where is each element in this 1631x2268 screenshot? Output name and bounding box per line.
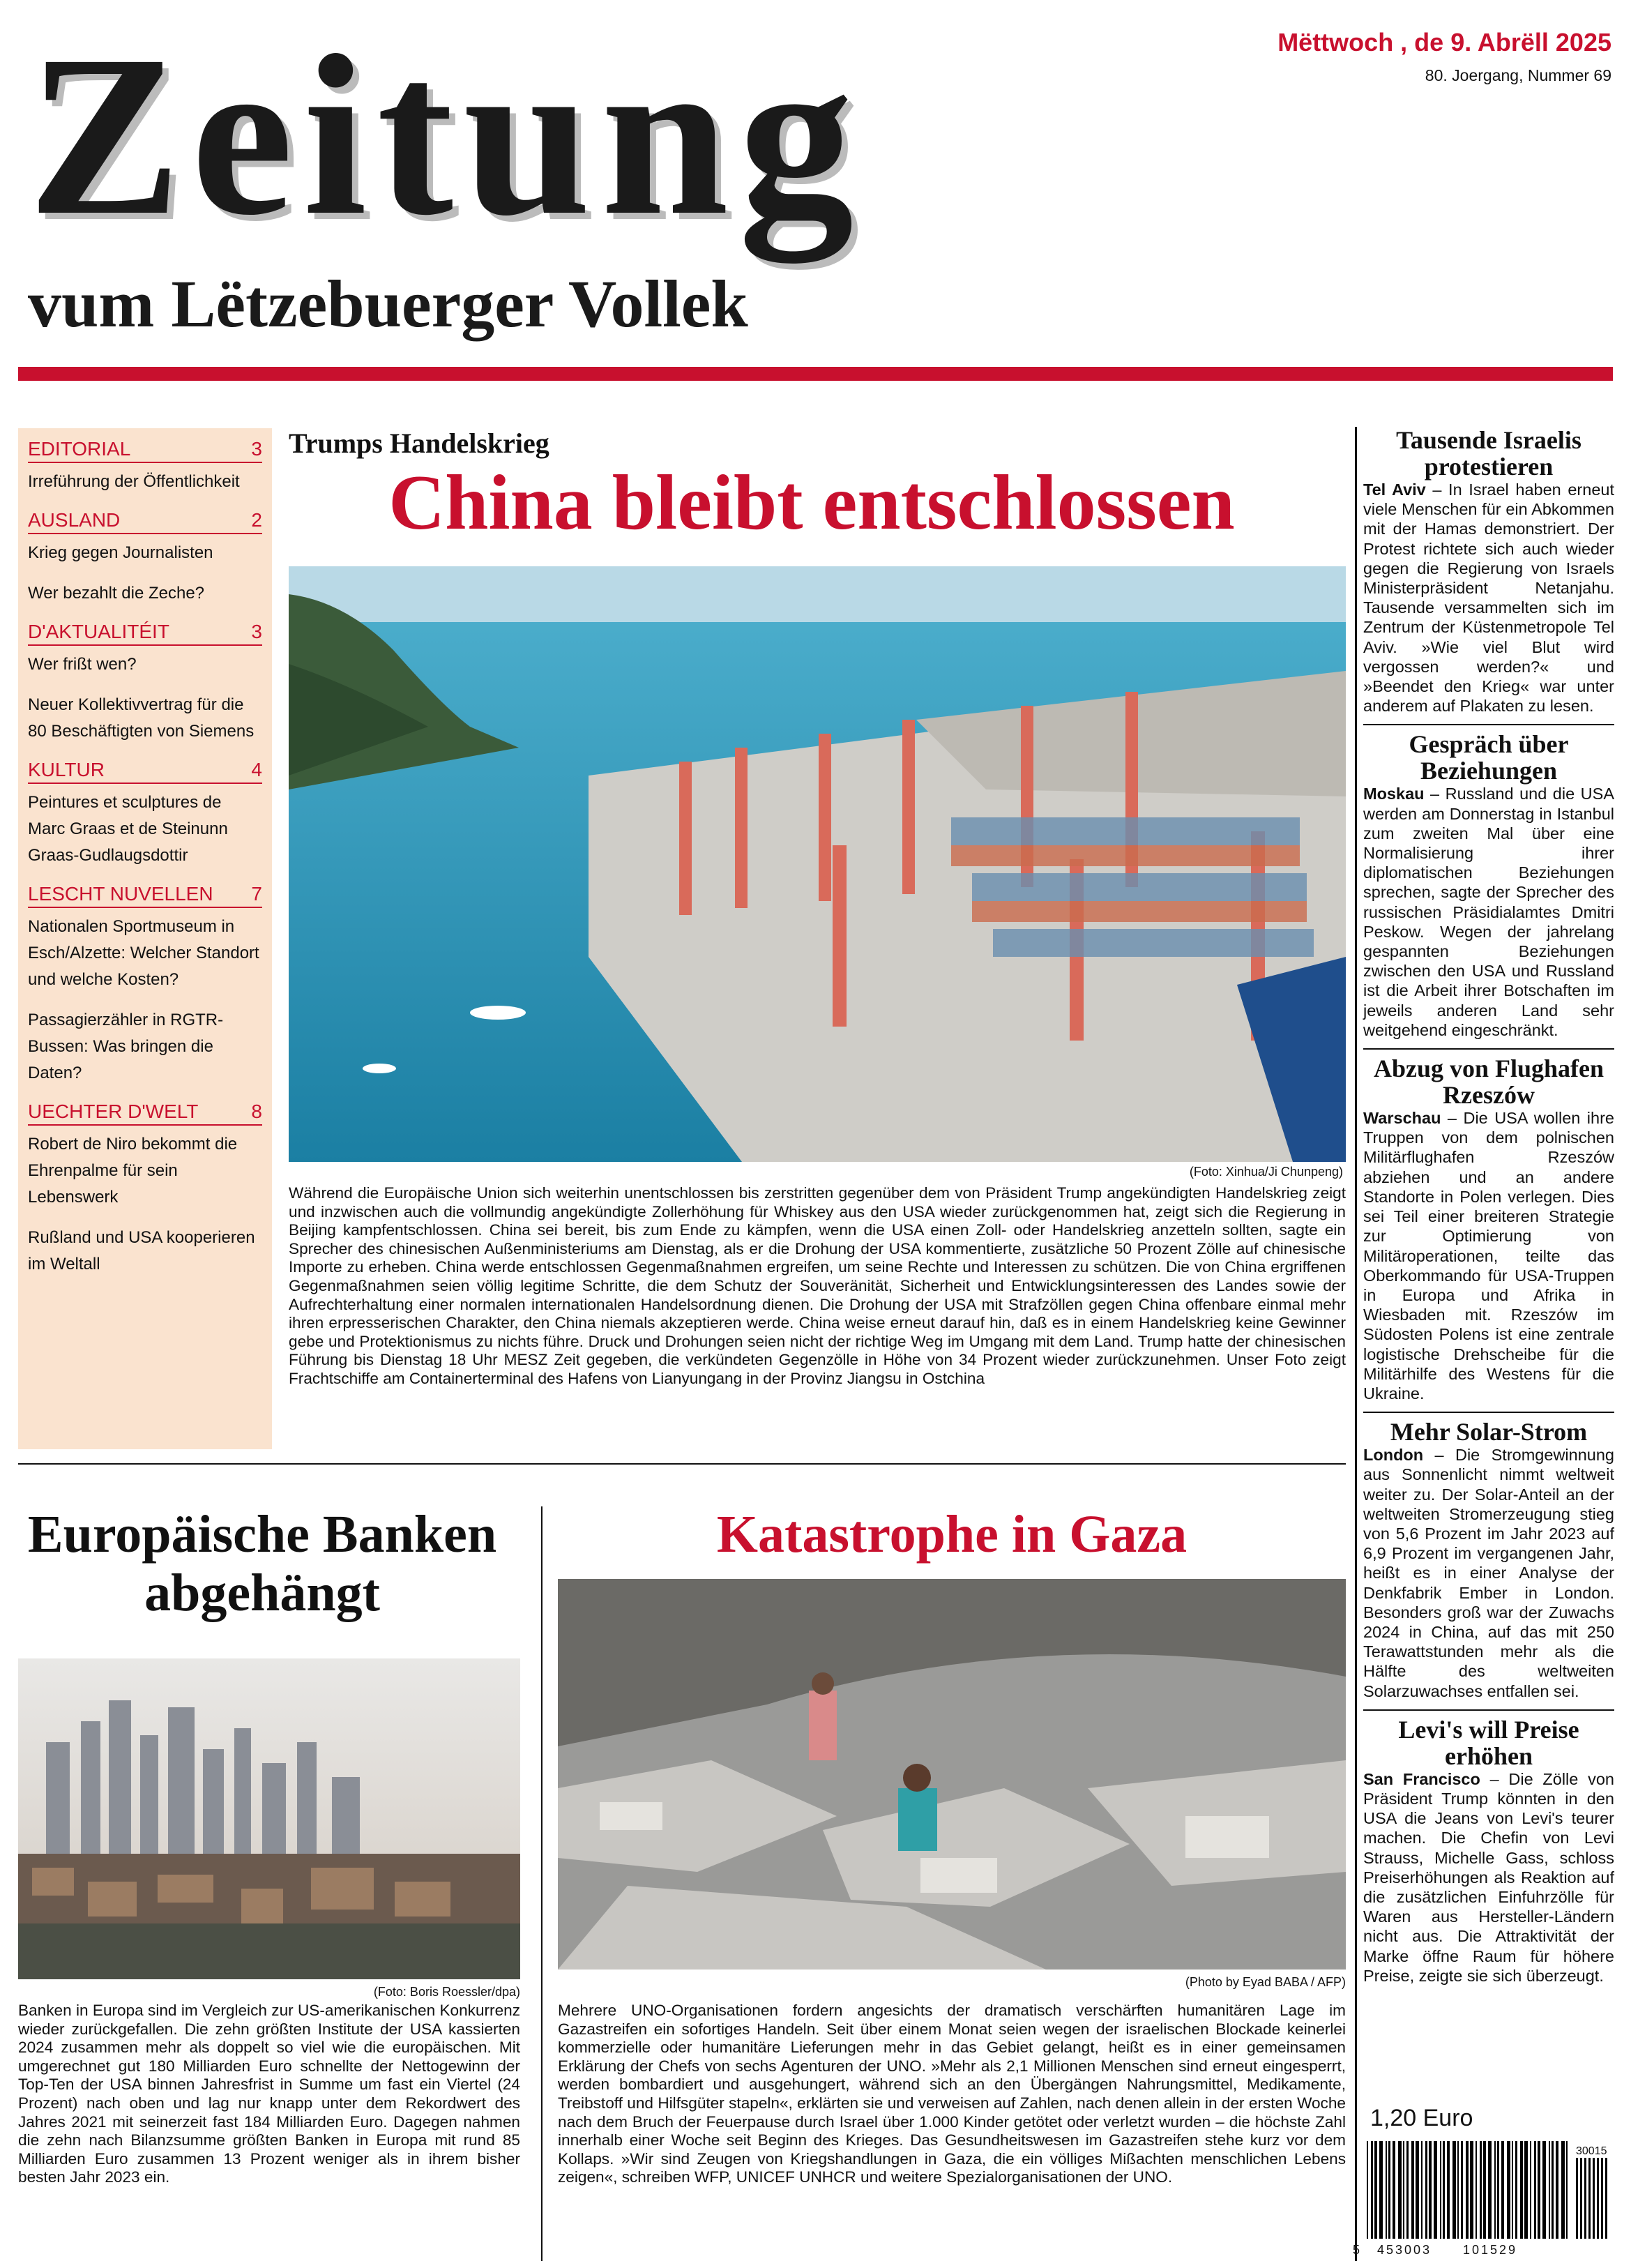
lead-body: Während die Europäische Union sich weiterhin unentschlossen bis zerstritten gegenüber dem von Präsident Trump angekündigten Handelskrieg zeigt und inzwischen auch die vollmundig angekündigte Zollerhöhung für Whiskey aus den USA wieder zurückgenommen hat, zeigt sich die Regierung in Beijing kampfentschlossen. China sei bereit, bis zum Ende zu kämpfen, wenn die USA einen Zoll- oder Handelskrieg anzetteln sollten, sagte ein Sprecher des chinesischen Außenministeriums am Dienstag, als er die Drohung der USA kommentierte, zusätzliche 50 Prozent Zölle auf chinesische Importe zu erheben. China werde entschlossen Gegenmaßnahmen ergreifen, um seine Rechte und Interessen zu schützen. Die von China ergriffenen Gegenmaßnahmen seien völlig legitime Schritte, die dem Schutz der Souveränität, Sicherheit und Entwicklungsinteressen des Landes sowie der Aufrechterhaltung einer normalen internationalen Handelsordnung dienen. Die Drohung der USA mit Strafzöllen gegen China offenbare einmal mehr ihren erpresserischen Charakter, den China niemals akzeptieren werde. China weise erneut darauf hin, daß es in einem Handelskrieg keine Gewinner gebe und Protektionismus zu nichts führe. Druck und Drohungen seien nicht der richtige Weg im Umgang mit dem Land. Trump hatte der chinesischen Führung bis Dienstag 18 Uhr MESZ Zeit gegeben, die verkündeten Gegenzölle in Höhe von 34 Prozent wieder zurückzunehmen. Unser Foto zeigt Frachtschiffe am Containerterminal des Hafens von Lianyungang in der Provinz Jiangsu in Ostchina bbox=[289, 1184, 1346, 1387]
toc-section[interactable] bbox=[28, 509, 262, 534]
brief-divider bbox=[1363, 1048, 1614, 1050]
toc-item[interactable]: Peintures et sculptures de Marc Graas et de Steinunn Graas-Gudlaugsdottir bbox=[28, 793, 228, 865]
news-brief-body bbox=[1363, 1108, 1614, 1403]
toc-page-number: 8 bbox=[251, 1101, 262, 1122]
toc-section-label: AUSLAND bbox=[28, 509, 121, 531]
barcode-right-digits: 101529 bbox=[1463, 2243, 1518, 2257]
news-brief-body bbox=[1363, 784, 1614, 1040]
toc-item[interactable]: Passagierzähler in RGTR-Bussen: Was bringen die Daten? bbox=[28, 1011, 224, 1082]
toc-item[interactable]: Irreführung der Öffentlichkeit bbox=[28, 472, 240, 491]
news-brief-location: Warschau bbox=[1363, 1109, 1441, 1128]
toc-page-number: 2 bbox=[251, 509, 262, 531]
news-brief bbox=[1363, 1412, 1614, 1701]
issue-number: 80. Joergang, Nummer 69 bbox=[1425, 66, 1611, 84]
news-brief-location: London bbox=[1363, 1446, 1424, 1465]
news-brief-text: – Russland und die USA werden am Donnerstag in Istanbul zum zweiten Mal über eine Normalisierung ihrer diplomatischen Beziehungen sprechen, sagte der Sprecher des russischen Präsidialamtes Dmitri Peskow. Wegen der jahrelang gespannten Beziehungen zwischen den USA und Russland ist die Arbeit ihrer Botschaften im jeweils anderen Land sehr weitgehend eingeschränkt. bbox=[1363, 785, 1614, 1039]
gaza-body: Mehrere UNO-Organisationen fordern angesichts der dramatisch verschärften humanitären Lage im Gazastreifen ein sofortiges Handeln. Seit über einem Monat seien wegen der israelischen Blockade keinerlei kommerzielle oder humanitäre Lieferungen mehr in das Gebiet gelangt, heißt es in einer gemeinsamen Erklärung der Chefs von sechs Agenturen der UNO. »Mehr als 2,1 Millionen Menschen sind erneut eingesperrt, werden bombardiert und ausgehungert, während sich an den Übergängen Nahrungsmittel, Medikamente, Treibstoff und Hilfsgüter stapeln«, erklärten sie und verweisen auf Zahlen, nach denen allein in der ersten Woche nach dem Bruch der Feuerpause durch Israel über 1.000 Kinder getötet oder verletzt wurden – die höchste Zahl innerhalb einer Woche seit Beginn des Krieges. Das Gesundheitswesen im Gazastreifen stehe kurz vor dem Kollaps. »Wir sind Zeugen von Kriegshandlungen in Gaza, die ein völliges Mißachten menschlichen Lebens zeigen«, schreiben WFP, UNICEF UNHCR und weitere Spezialorganisationen der UNO. bbox=[558, 2002, 1346, 2186]
port-photo bbox=[289, 566, 1346, 1162]
news-brief bbox=[1363, 724, 1614, 1040]
news-brief bbox=[1363, 427, 1614, 716]
barcode-first-digit: 5 bbox=[1353, 2243, 1360, 2257]
brief-divider bbox=[1363, 1412, 1614, 1413]
toc-item[interactable]: Wer bezahlt die Zeche? bbox=[28, 584, 205, 603]
toc-item[interactable]: Wer frißt wen? bbox=[28, 655, 137, 674]
toc-section[interactable] bbox=[28, 621, 262, 646]
barcode-addon-number: 30015 bbox=[1576, 2145, 1607, 2157]
news-brief-body bbox=[1363, 1769, 1614, 1986]
news-brief-headline: Mehr Solar-Strom bbox=[1390, 1418, 1588, 1446]
toc-page-number: 7 bbox=[251, 883, 262, 905]
banks-headline-line1: Europäische Banken bbox=[27, 1505, 497, 1564]
brief-divider bbox=[1363, 1709, 1614, 1711]
section-rule bbox=[18, 1463, 1346, 1465]
toc-section[interactable] bbox=[28, 438, 262, 463]
masthead-divider bbox=[18, 367, 1613, 381]
table-of-contents bbox=[18, 428, 272, 1449]
lead-kicker: Trumps Handelskrieg bbox=[289, 428, 549, 459]
toc-section-label: KULTUR bbox=[28, 759, 105, 780]
toc-item[interactable]: Rußland und USA kooperieren im Weltall bbox=[28, 1228, 255, 1273]
news-brief-headline: Tausende Israelis protestieren bbox=[1396, 426, 1581, 481]
barcode bbox=[1367, 2141, 1611, 2246]
banks-headline-line2: abgehängt bbox=[144, 1564, 380, 1622]
gaza-photo-credit: (Photo by Eyad BABA / AFP) bbox=[1185, 1975, 1346, 1989]
news-brief-headline: Abzug von Flughafen Rzeszów bbox=[1373, 1054, 1605, 1110]
price: 1,20 Euro bbox=[1370, 2105, 1473, 2131]
news-brief-body bbox=[1363, 1445, 1614, 1701]
masthead-subtitle: vum Lëtzebuerger Vollek bbox=[28, 266, 748, 341]
brief-divider bbox=[1363, 724, 1614, 725]
news-brief-headline: Levi's will Preise erhöhen bbox=[1398, 1715, 1579, 1770]
news-brief bbox=[1363, 1048, 1614, 1403]
news-brief-location: San Francisco bbox=[1363, 1769, 1480, 1788]
lead-photo-credit: (Foto: Xinhua/Ji Chunpeng) bbox=[1189, 1165, 1343, 1179]
toc-item[interactable]: Krieg gegen Journalisten bbox=[28, 543, 213, 562]
news-brief-body bbox=[1363, 480, 1614, 716]
column-rule-2 bbox=[541, 1506, 543, 2261]
toc-section-label: D'AKTUALITÉIT bbox=[28, 621, 169, 642]
gaza-photo bbox=[558, 1579, 1346, 1970]
news-brief bbox=[1363, 1709, 1614, 1986]
masthead-title: Zeitung bbox=[28, 8, 864, 263]
news-brief-text: – Die USA wollen ihre Truppen von dem polnischen Militärflughafen Rzeszów abziehen und an andere Standorte in Polen verlegen. Dies sei Teil einer breiteren Strategie zur Optimierung von Militäroperationen, teilte das Oberkommando für USA-Truppen in Europa und Afrika in Wiesbaden mit. Rzeszów im Südosten Polens ist eine zentrale logistische Drehscheibe für die Militärhilfe des Westens für die Ukraine. bbox=[1363, 1109, 1614, 1403]
toc-item[interactable]: Robert de Niro bekommt die Ehrenpalme für sein Lebenswerk bbox=[28, 1135, 238, 1207]
column-rule bbox=[1355, 427, 1357, 2261]
toc-section[interactable] bbox=[28, 759, 262, 784]
issue-date: Mëttwoch , de 9. Abrëll 2025 bbox=[1277, 28, 1611, 56]
news-brief-text: – Die Zölle von Präsident Trump könnten in den USA die Jeans von Levi's teurer machen. Die Chefin von Levi Strauss, Michelle Gass, schloss Preiserhöhungen als Reaktion auf die zusätzlichen Einfuhrzölle für Waren aus Hersteller-Ländern nicht aus. Die Attraktivität der Marke öffne Raum für höhere Preise, zeigte sie sich überzeugt. bbox=[1363, 1769, 1614, 1985]
toc-section-label: LESCHT NUVELLEN bbox=[28, 883, 213, 905]
toc-item[interactable]: Nationalen Sportmuseum in Esch/Alzette: Welcher Standort und welche Kosten? bbox=[28, 917, 259, 989]
lead-headline: China bleibt entschlossen bbox=[388, 460, 1235, 546]
news-brief-headline: Gespräch über Beziehungen bbox=[1409, 730, 1569, 785]
frankfurt-skyline-photo bbox=[18, 1658, 520, 1979]
toc-section[interactable] bbox=[28, 1101, 262, 1126]
toc-page-number: 4 bbox=[251, 759, 262, 780]
toc-page-number: 3 bbox=[251, 438, 262, 460]
news-brief-location: Tel Aviv bbox=[1363, 481, 1426, 499]
toc-section-label: EDITORIAL bbox=[28, 438, 131, 460]
toc-section-label: UECHTER D'WELT bbox=[28, 1101, 199, 1122]
news-brief-text: – In Israel haben erneut viele Menschen für ein Abkommen mit der Hamas demonstriert. Der Protest richtete sich auch wieder gegen die Regierung von Israels Ministerpräsident Netanjahu. Tausende versammelten sich im Zentrum der Küstenmetropole Tel Aviv. »Wie viel Blut wird vergossen werden?« und »Beendet den Krieg« war unter anderem auf Plakaten zu lesen. bbox=[1363, 481, 1614, 716]
toc-item[interactable]: Neuer Kollektivvertrag für die 80 Beschäftigten von Siemens bbox=[28, 695, 255, 741]
toc-section[interactable] bbox=[28, 883, 262, 908]
news-briefs-column bbox=[1363, 427, 1614, 1994]
banks-photo-credit: (Foto: Boris Roessler/dpa) bbox=[373, 1985, 520, 1999]
barcode-left-digits: 453003 bbox=[1377, 2243, 1432, 2257]
news-brief-location: Moskau bbox=[1363, 785, 1425, 803]
gaza-headline: Katastrophe in Gaza bbox=[716, 1505, 1188, 1564]
news-brief-text: – Die Stromgewinnung aus Sonnenlicht nimmt weltweit weiter zu. Der Solar-Anteil an der weltweiten Stromerzeugung stieg von 5,6 Prozent im Jahr 2023 auf 6,9 Prozent im vergangenen Jahr, heißt es in einer Analyse der Denkfabrik Ember in London. Besonders groß war der Zuwachs 2024 in China, auf das mit 250 Terawattstunden mehr als die Hälfte des weltweiten Solarzuwachses entfallen sei. bbox=[1363, 1446, 1614, 1700]
banks-body: Banken in Europa sind im Vergleich zur US-amerikanischen Konkurrenz wieder zurückgefallen. Die zehn größten Institute der USA kassierten 2024 zusammen mehr als doppelt so viel wie die europäischen. Mit umgerechnet gut 180 Milliarden Euro schnellte der Nettogewinn der Top-Ten der USA binnen Jahresfrist in Summe um fast ein Viertel (24 Prozent) nach oben und lag nur knapp unter dem Rekordwert des Jahres 2021 mit seinerzeit fast 184 Milliarden Euro. Dagegen nahmen die zehn nach Bilanzsumme größten Banken in Europa mit rund 85 Milliarden Euro zusammen 13 Prozent weniger als in ihrem bisher besten Jahr 2023 ein. bbox=[18, 2002, 520, 2186]
toc-page-number: 3 bbox=[251, 621, 262, 642]
